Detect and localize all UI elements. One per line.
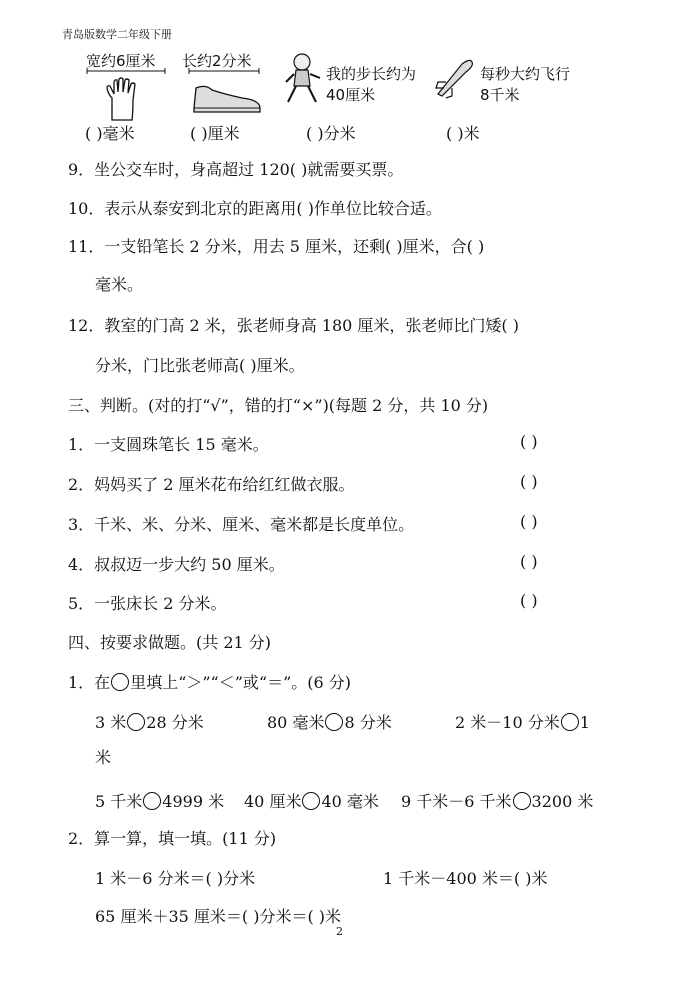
rocket-caption-1: 每秒大约飞行 (480, 65, 571, 83)
question-1-title-end: 里填上“＞”“＜”或“＝”。(6 分) (130, 673, 352, 692)
compare-right: 28 分米 (146, 713, 204, 732)
compare-item-1c-wrap: 米 (95, 748, 112, 767)
compare-left: 3 米 (95, 713, 127, 732)
book-title: 青岛版数学二年级下册 (62, 28, 172, 41)
compare-left: 2 米－10 分米 (455, 713, 560, 732)
judge-item-1: 1．一支圆珠笔长 15 毫米。 (68, 435, 269, 454)
answer-blank-m[interactable]: ( )米 (446, 124, 480, 143)
compare-circle[interactable] (302, 792, 320, 810)
shoe-length-arrow (188, 68, 260, 74)
boy-caption-2: 40厘米 (326, 86, 376, 104)
question-10: 10．表示从泰安到北京的距离用( )作单位比较合适。 (68, 199, 442, 218)
section-3-title: 三、判断。(对的打“√”，错的打“×”)(每题 2 分，共 10 分) (68, 396, 489, 415)
judge-answer-2[interactable]: ( ) (520, 472, 538, 491)
glove-width-arrow (86, 68, 166, 74)
rocket-caption-2: 8千米 (480, 86, 520, 104)
compare-right: 4999 米 (162, 792, 225, 811)
compare-circle[interactable] (127, 713, 145, 731)
answer-blank-cm[interactable]: ( )厘米 (190, 124, 240, 143)
compare-item-1a (95, 710, 204, 733)
compare-item-1c (455, 710, 590, 733)
compare-left: 9 千米－6 千米 (401, 792, 512, 811)
shoe-caption: 长约2分米 (182, 52, 252, 70)
calc-item-2: 1 千米－400 米＝( )米 (383, 869, 548, 888)
answer-blank-mm[interactable]: ( )毫米 (85, 124, 135, 143)
calc-item-1: 1 米－6 分米＝( )分米 (95, 869, 256, 888)
compare-item-2a (95, 789, 224, 812)
answer-blank-dm[interactable]: ( )分米 (306, 124, 356, 143)
walking-boy-icon (282, 52, 326, 110)
circle-symbol-icon (111, 673, 129, 691)
judge-answer-4[interactable]: ( ) (520, 552, 538, 571)
question-11-line-1: 11．一支铅笔长 2 分米，用去 5 厘米，还剩( )厘米，合( ) (68, 237, 485, 256)
boy-caption-1: 我的步长约为 (326, 65, 417, 83)
section-4-title: 四、按要求做题。(共 21 分) (68, 633, 272, 652)
compare-item-2b (244, 789, 379, 812)
question-9: 9．坐公交车时，身高超过 120( )就需要买票。 (68, 160, 404, 179)
question-12-line-2: 分米，门比张老师高( )厘米。 (95, 356, 305, 375)
glove-caption: 宽约6厘米 (86, 52, 156, 70)
compare-right: 40 毫米 (321, 792, 379, 811)
compare-item-1b (267, 710, 392, 733)
page-number: 2 (336, 925, 343, 938)
compare-circle[interactable] (513, 792, 531, 810)
judge-item-5: 5．一张床长 2 分米。 (68, 594, 227, 613)
compare-left: 80 毫米 (267, 713, 325, 732)
compare-left: 40 厘米 (244, 792, 302, 811)
compare-left: 5 千米 (95, 792, 143, 811)
section-4-question-2-title: 2．算一算，填一填。(11 分) (68, 829, 277, 848)
shoe-icon (190, 80, 264, 114)
question-1-title-start: 1．在 (68, 673, 111, 692)
glove-icon (104, 76, 144, 122)
judge-answer-1[interactable]: ( ) (520, 432, 538, 451)
section-4-question-1-title (68, 670, 351, 693)
compare-right: 3200 米 (531, 792, 594, 811)
judge-item-3: 3．千米、米、分米、厘米、毫米都是长度单位。 (68, 515, 415, 534)
judge-answer-3[interactable]: ( ) (520, 512, 538, 531)
compare-circle[interactable] (143, 792, 161, 810)
question-11-line-2: 毫米。 (95, 275, 144, 294)
compare-circle[interactable] (325, 713, 343, 731)
calc-item-3: 65 厘米＋35 厘米＝( )分米＝( )米 (95, 907, 342, 926)
question-12-line-1: 12．教室的门高 2 米，张老师身高 180 厘米，张老师比门矮( ) (68, 316, 519, 335)
compare-item-2c (401, 789, 593, 812)
judge-item-2: 2．妈妈买了 2 厘米花布给红红做衣服。 (68, 475, 355, 494)
compare-right: 1 (579, 713, 590, 732)
judge-item-4: 4．叔叔迈一步大约 50 厘米。 (68, 555, 285, 574)
compare-circle[interactable] (561, 713, 579, 731)
judge-answer-5[interactable]: ( ) (520, 591, 538, 610)
rocket-icon (432, 56, 476, 100)
compare-right: 8 分米 (344, 713, 392, 732)
